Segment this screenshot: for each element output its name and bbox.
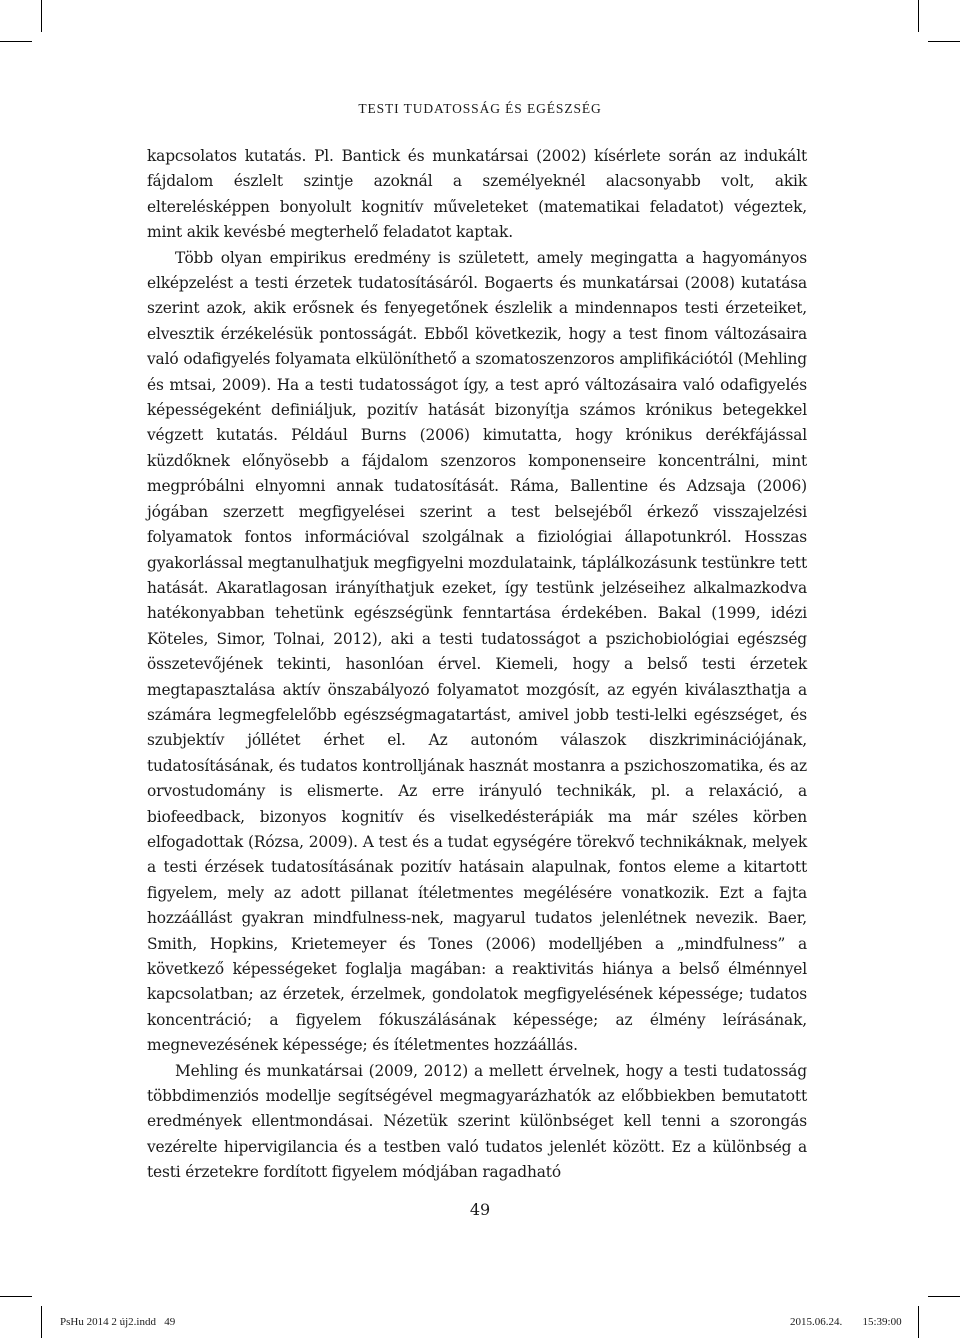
crop-mark: [928, 1296, 960, 1297]
paragraph: kapcsolatos kutatás. Pl. Bantick és munkatársai (2002) kísérlete során az indukált fájdalom észlelt szintje azoknál a személyeknél alacsonyabb volt, akik elterelésképpen bonyolult kognitív műveleteket (matematikai feladatot) végeztek, mint akik kevésbé megterhelő feladatot kaptak.: [147, 147, 807, 242]
page-number: 49: [469, 1200, 491, 1219]
crop-mark: [41, 0, 42, 32]
crop-mark: [41, 1306, 42, 1338]
crop-mark: [918, 1306, 919, 1338]
crop-mark: [0, 41, 32, 42]
paragraph: Több olyan empirikus eredmény is született, amely megingatta a hagyományos elképzelést a testi érzetek tudatosításáról. Bogaerts és munkatársai (2008) kutatása szerint azok, akik erősnek és fenyegetőnek észlelik a mindennapos testi érzeteiket, elvesztik érzékelésük pontosságát. Ebből következik, hogy a test finom változásaira való odafigyelés folyamata elkülöníthető a szomatoszenzoros amplifikációtól (Mehling és mtsai, 2009). Ha a testi tudatosságot így, a test apró változásaira való odafigyelés képességeként definiáljuk, pozitív hatását bizonyítja számos krónikus betegekkel végzett kutatás. Például Burns (2006) kimutatta, hogy krónikus derékfájással küzdőknek előnyösebb a fájdalom szenzoros komponenseire koncentrálni, mint megpróbálni elnyomni annak tudatosítását. Ráma, Ballentine és Adzsaja (2006) jógában szerzett megfigyelései szerint a test belsejéből érkező visszajelzési folyamatok fontos információval szolgálnak a fiziológiai állapotunkról. Hosszas gyakorlással megtanulhatjuk megfigyelni mozdulataink, táplálkozásunk testünkre tett hatását. Akaratlagosan irányíthatjuk ezeket, így testünk jelzéseihez alkalmazkodva hatékonyabban tehetünk egészségünk fenntartása érdekében. Bakal (1999, idézi Köteles, Simor, Tolnai, 2012), aki a testi tudatosságot a pszichobiológiai egészség összetevőjének tekinti, hasonlóan érvel. Kiemeli, hogy a belső testi érzetek megtapasztalása aktív önszabályozó folyamatot mozgósít, az egyén kiválaszthatja a számára legmegfelelőbb egészségmagatartást, amivel jobb testi-lelki egészséget, és szubjektív jóllétet érhet el. Az autonóm válaszok diszkriminációjának, tudatosításának, és tudatos kontrolljának hasznát mostanra a pszichoszomatika, és az orvostudomány is elismerte. Az erre irányuló technikák, pl. a relaxáció, a biofeedback, bizonyos kognitív és viselkedésterápiák ma már széles körben elfogadottak (Rózsa, 2009). A test és a tudat egységére törekvő technikáknak, melyek a testi érzések tudatosításának pozitív hatásain alapulnak, fontos eleme a kitartott figyelem, mely az adott pillanat ítéletmentes megélésére vonatkozik. Ezt a fajta hozzáállást gyakran mindfulness-nek, magyarul tudatos jelenlétnek nevezik. Baer, Smith, Hopkins, Krietemeyer és Tones (2006) modelljében a „mindfulness” a következő képességeket foglalja magában: a reaktivitás hiánya a belső élménnyel kapcsolatban; az érzetek, érzelmek, gondolatok megfigyelésének képessége; tudatos koncentráció; a figyelem fókuszálásának képessége; az élmény leírásának, megnevezésének képessége; és ítéletmentes hozzáállás.: [147, 248, 807, 1055]
paragraph: Mehling és munkatársai (2009, 2012) a mellett érvelnek, hogy a testi tudatosság többdimenziós modellje segítségével megmagyarázhatók az előbbiekben bemutatott eredmények ellentmondásai. Nézetük szerint különbséget kell tenni a szorongás vezérelte hipervigilancia és a testben való tudatos jelenlét között. Ez a különbség a testi érzetekre fordított figyelem módjában ragadható: [147, 1061, 807, 1182]
slug-timestamp: 2015.06.24. 15:39:00: [790, 1316, 902, 1328]
crop-mark: [928, 41, 960, 42]
body-text: [147, 144, 807, 1186]
running-head: TESTI TUDATOSSÁG ÉS EGÉSZSÉG: [358, 101, 602, 116]
slug-file-info: PsHu 2014 2 új2.indd 49: [60, 1316, 176, 1328]
crop-mark: [0, 1296, 32, 1297]
crop-mark: [918, 0, 919, 32]
